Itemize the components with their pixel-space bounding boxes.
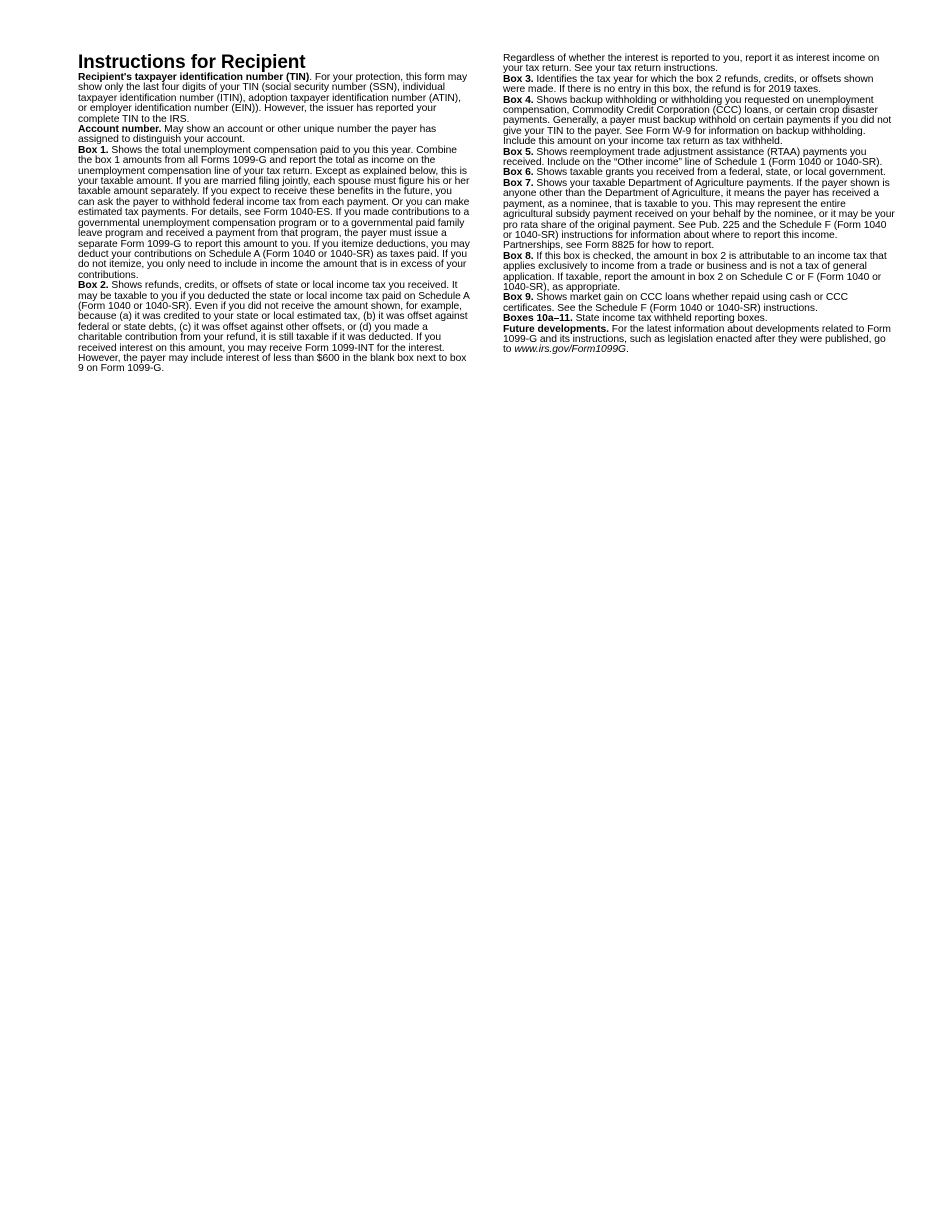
paragraph-body: Shows taxable grants you received from a federal, state, or local government.	[533, 167, 886, 179]
interest-continuation-paragraph	[503, 54, 895, 75]
paragraph-body: Identifies the tax year for which the box 2 refunds, credits, or offsets shown were made. If there is no entry in this box, the refund is for 2019 taxes.	[503, 73, 874, 96]
paragraph-lead: Boxes 10a–11.	[503, 313, 573, 325]
account-number-paragraph	[78, 125, 470, 146]
paragraph-lead: Box 4.	[503, 94, 534, 106]
paragraph-lead: Box 3.	[503, 73, 534, 85]
tin-paragraph	[78, 73, 470, 125]
paragraph-lead: Box 7.	[503, 177, 534, 189]
box-4-paragraph	[503, 96, 895, 148]
box-8-paragraph	[503, 252, 895, 294]
future-developments-paragraph	[503, 325, 895, 356]
paragraph-lead: Box 2.	[78, 280, 109, 292]
paragraph-lead: Future developments.	[503, 323, 609, 335]
left-column	[78, 54, 470, 375]
paragraph-body: Shows reemployment trade adjustment assistance (RTAA) payments you received. Include on the “Other income” line of Schedule 1 (Form 1040 or 1040-SR).	[503, 146, 883, 169]
paragraph-body: State income tax withheld reporting boxes.	[572, 313, 768, 325]
paragraph-lead: Box 8.	[503, 250, 534, 262]
paragraph-body: Shows your taxable Department of Agriculture payments. If the payer shown is anyone other than the Department of Agriculture, it means the payer has received a payment, as a nominee, that is taxable to you. This may represent the entire agricultural subsidy payment received on your behalf by the nominee, or it may be your pro rata share of the original payment. See Pub. 225 and the Schedule F (Form 1040 or 1040-SR) instructions for information about where to report this income. Partnerships, see Form 8825 for how to report.	[503, 177, 895, 252]
box-5-paragraph	[503, 148, 895, 169]
paragraph-lead: Recipient's taxpayer identification number (TIN)	[78, 72, 310, 83]
right-column	[503, 54, 895, 356]
irs-website-link[interactable]: www.irs.gov/Form1099G	[514, 344, 626, 356]
paragraph-body: Regardless of whether the interest is reported to you, report it as interest income on your tax return. See your tax return instructions.	[503, 53, 880, 75]
paragraph-body: Shows market gain on CCC loans whether repaid using cash or CCC certificates. See the Schedule F (Form 1040 or 1040-SR) instructions.	[503, 292, 849, 314]
box-2-paragraph	[78, 281, 470, 375]
paragraph-body: Shows the total unemployment compensation paid to you this year. Combine the box 1 amounts from all Forms 1099-G and report the total as income on the unemployment compensation line of your tax return. Except as explained below, this is your taxable amount. If you are married filing jointly, each spouse must figure his or her taxable amount separately. If you expect to receive these benefits in the future, you can ask the payer to withhold federal income tax from each payment. Or you can make estimated tax payments. For details, see Form 1040-ES. If you made contributions to a governmental unemployment compensation program or to a governmental paid family leave program and received a payment from that program, the payer must issue a separate Form 1099-G to report this amount to you. If you itemize deductions, you may deduct your contributions on Schedule A (Form 1040 or 1040-SR) as taxes paid. If you do not itemize, you only need to include in income the amount that is in excess of your contributions.	[78, 144, 470, 281]
box-9-paragraph	[503, 293, 895, 314]
paragraph-tail: .	[626, 344, 629, 356]
box-7-paragraph	[503, 179, 895, 252]
paragraph-body: If this box is checked, the amount in box 2 is attributable to an income tax that applies exclusively to income from a trade or business and is not a tax of general application. If taxable, report the amount in box 2 on Schedule C or F (Form 1040 or 1040-SR), as appropriate.	[503, 250, 887, 293]
paragraph-body: For the latest information about developments related to Form 1099-G and its instructions, such as legislation enacted after they were published, go to	[503, 323, 891, 356]
paragraph-lead: Box 9.	[503, 292, 534, 304]
box-1-paragraph	[78, 146, 470, 281]
paragraph-lead: Box 5.	[503, 146, 534, 158]
paragraph-body: May show an account or other unique number the payer has assigned to distinguish your account.	[78, 124, 437, 146]
paragraph-lead: Account number.	[78, 124, 162, 136]
paragraph-body: Shows refunds, credits, or offsets of state or local income tax you received. It may be taxable to you if you deducted the state or local income tax paid on Schedule A (Form 1040 or 1040-SR). Even if you did not receive the amount shown, for example, because (a) it was credited to your state or local estimated tax, (b) it was offset against federal or state debts, (c) it was offset against other offsets, or (d) you made a charitable contribution from your refund, it is still taxable if it was deducted. If you received interest on this amount, you may receive Form 1099-INT for the interest. However, the payer may include interest of less than $600 in the blank box next to box 9 on Form 1099-G.	[78, 280, 470, 375]
paragraph-lead: Box 6.	[503, 167, 534, 179]
paragraph-lead: Box 1.	[78, 144, 109, 156]
box-3-paragraph	[503, 75, 895, 96]
paragraph-body: Shows backup withholding or withholding you requested on unemployment compensation, Commodity Credit Corporation (CCC) loans, or certain crop disaster payments. Generally, a payer must backup withhold on certain payments if you did not give your TIN to the payer. See Form W-9 for information on backup withholding. Include this amount on your income tax return as tax withheld.	[503, 94, 892, 148]
paragraph-body: . For your protection, this form may show only the last four digits of your TIN (social security number (SSN), individual taxpayer identification number (ITIN), adoption taxpayer identification number (ATIN), or employer identification number (EIN)). However, the issuer has reported your complete TIN to the IRS.	[78, 72, 468, 125]
page-title: Instructions for Recipient	[78, 52, 306, 73]
